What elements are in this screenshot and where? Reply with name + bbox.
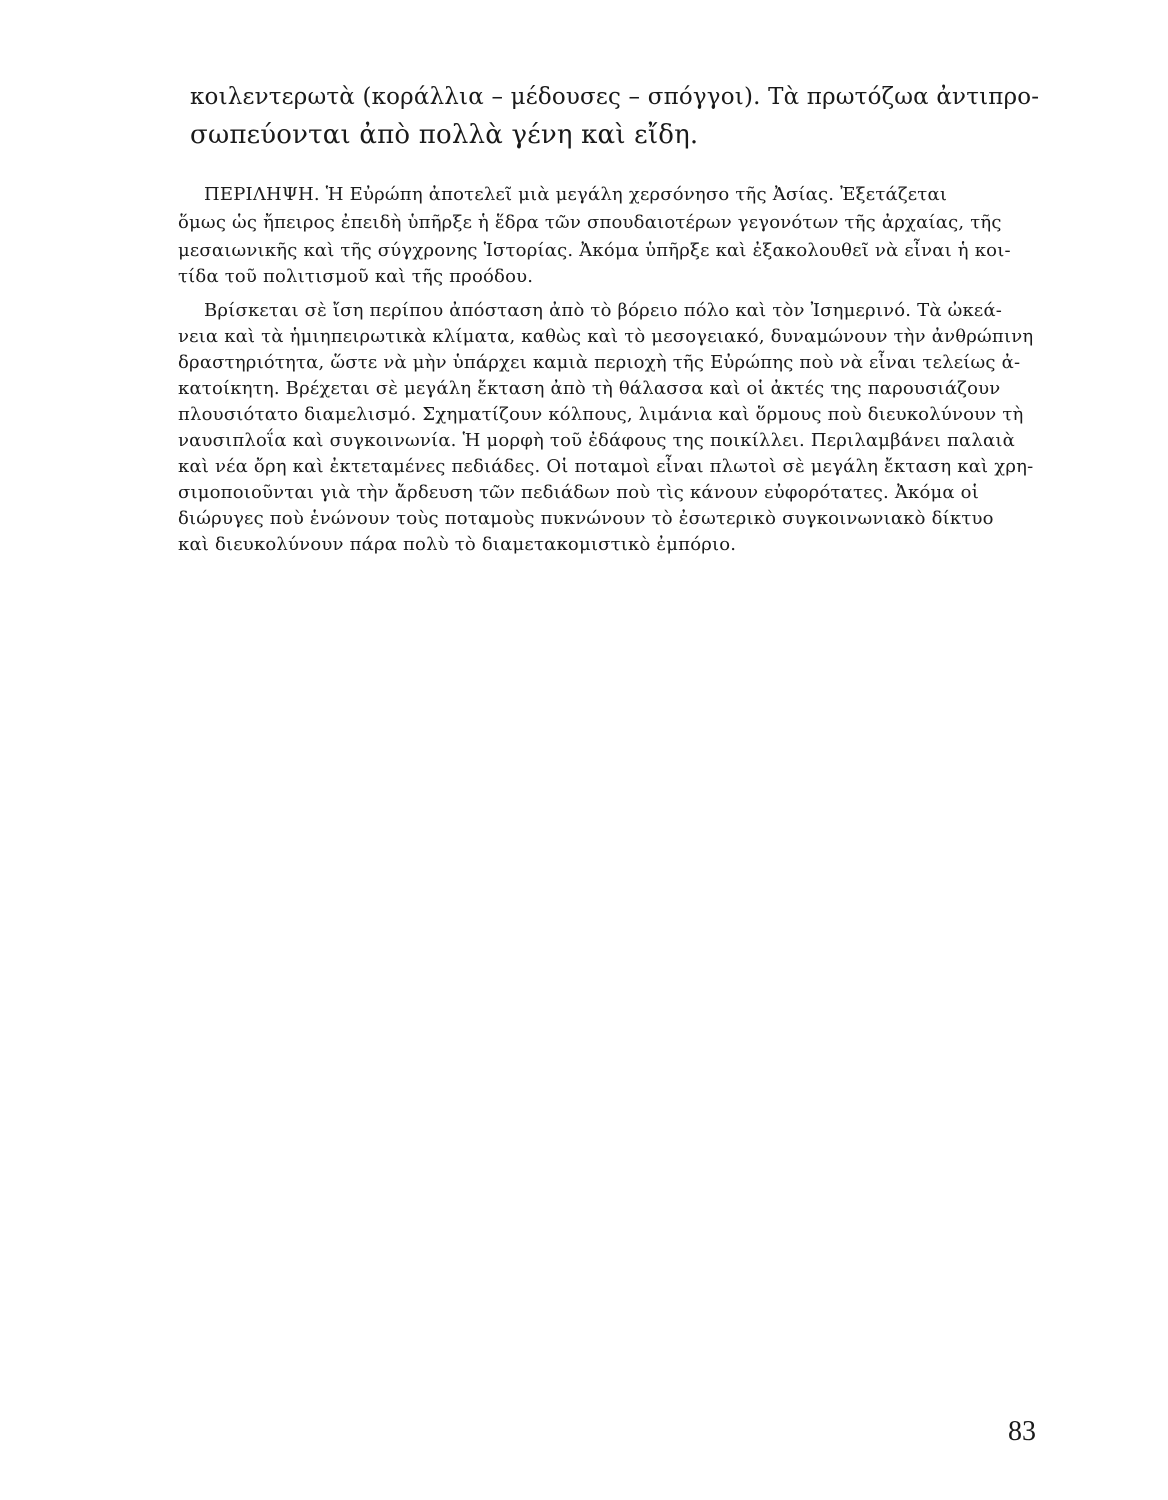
summary-line: κατοίκητη. Βρέχεται σὲ μεγάλη ἔκταση ἀπὸ τὴ θάλασσα καὶ οἱ ἀκτές της παρουσιάζουν [178,378,1001,399]
summary-line: καὶ νέα ὄρη καὶ ἐκτεταμένες πεδιάδες. Οἱ ποταμοὶ εἶναι πλωτοὶ σὲ μεγάλη ἔκταση καὶ χρη- [178,456,1034,477]
summary-line: τίδα τοῦ πολιτισμοῦ καὶ τῆς προόδου. [178,266,534,287]
summary-line: ναυσιπλοΐα καὶ συγκοινωνία. Ἡ μορφὴ τοῦ ἐδάφους της ποικίλλει. Περιλαμβάνει παλαιὰ [178,430,1015,451]
summary-line: καὶ διευκολύνουν πάρα πολὺ τὸ διαμετακομιστικὸ ἐμπόριο. [178,534,737,555]
summary-line: Βρίσκεται σὲ ἴση περίπου ἀπόσταση ἀπὸ τὸ βόρειο πόλο καὶ τὸν Ἰσημερινό. Τὰ ὠκεά- [204,300,1003,321]
summary-line: διώρυγες ποὺ ἑνώνουν τοὺς ποταμοὺς πυκνώνουν τὸ ἐσωτερικὸ συγκοινωνιακὸ δίκτυο [178,508,994,529]
page-number: 83 [1008,1416,1036,1447]
summary-line: δραστηριότητα, ὥστε νὰ μὴν ὑπάρχει καμιὰ περιοχὴ τῆς Εὐρώπης ποὺ νὰ εἶναι τελείως ἀ- [178,352,1021,373]
summary-line: πλουσιότατο διαμελισμό. Σχηματίζουν κόλπους, λιμάνια καὶ ὅρμους ποὺ διευκολύνουν τὴ [178,404,1024,425]
summary-line: σιμοποιοῦνται γιὰ τὴν ἄρδευση τῶν πεδιάδων ποὺ τὶς κάνουν εὐφορότατες. Ἀκόμα οἱ [178,482,979,503]
intro-line: σωπεύονται ἀπὸ πολλὰ γένη καὶ εἴδη. [190,120,699,150]
summary-line: μεσαιωνικῆς καὶ τῆς σύγχρονης Ἱστορίας. Ἀκόμα ὑπῆρξε καὶ ἐξακολουθεῖ νὰ εἶναι ἡ κοι- [178,240,1011,261]
summary-line: νεια καὶ τὰ ἡμιηπειρωτικὰ κλίματα, καθὼς καὶ τὸ μεσογειακό, δυναμώνουν τὴν ἀνθρώπινη [178,326,1034,347]
summary-line: ὅμως ὡς ἤπειρος ἐπειδὴ ὑπῆρξε ἡ ἕδρα τῶν σπουδαιοτέρων γεγονότων τῆς ἀρχαίας, τῆς [178,212,1002,233]
summary-line: ΠΕΡΙΛΗΨΗ. Ἡ Εὐρώπη ἀποτελεῖ μιὰ μεγάλη χερσόνησο τῆς Ἀσίας. Ἐξετάζεται [204,184,948,205]
intro-line: κοιλεντερωτὰ (κοράλλια – μέδουσες – σπόγγοι). Τὰ πρωτόζωα ἀντιπρο- [190,84,1040,110]
